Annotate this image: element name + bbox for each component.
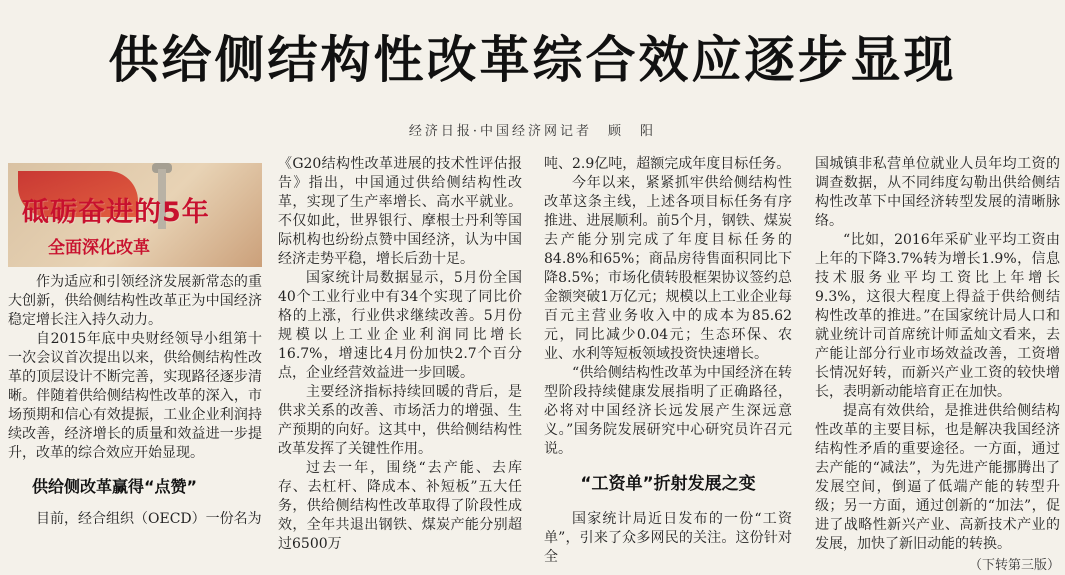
byline: 经济日报·中国经济网记者 顾 阳: [408, 124, 657, 139]
paragraph: 国城镇非私营单位就业人员年均工资的调查数据，从不同纬度勾勒出供给侧结构性改革下中国经济转型发展的清晰脉络。: [815, 156, 1060, 229]
anniversary-logo: [8, 163, 262, 267]
paragraph: “比如，2016年采矿业平均工资由上年的下降3.7%转为增长1.9%，信息技术服务业平均工资比上年增长9.3%，这很大程度上得益于供给侧结构性改革的推进。”在国家统计局人口和就业统计司首席统计师孟灿文看来，去产能让部分行业市场效益改善，工资增长情况好转，而新兴产业工资的较快增长，表明新动能培育正在加快。: [815, 232, 1060, 400]
paragraph: 《G20结构性改革进展的技术性评估报告》指出，中国通过供给侧结构性改革，实现了生产率增长、高水平就业。不仅如此，世界银行、摩根士丹利等国际机构也纷纷点赞中国经济，认为中国经济走势平稳，增长后劲十足。: [278, 156, 522, 267]
paragraph: “供给侧结构性改革为中国经济在转型阶段持续健康发展指明了正确路径，必将对中国经济长远发展产生深远意义。”国务院发展研究中心研究员许召元说。: [544, 365, 792, 457]
paragraph: 目前，经合组织（OECD）一份名为: [36, 511, 262, 527]
paragraph: 主要经济指标持续回暖的背后，是供求关系的改善、市场活力的增强、生产预期的向好。这其中，供给侧结构性改革发挥了关键性作用。: [278, 384, 522, 457]
column-3: [544, 155, 792, 567]
logo-motto: 砥砺奋进的5年: [22, 197, 210, 228]
section-subheading: “工资单”折射发展之变: [580, 474, 756, 494]
paragraph: 吨、2.9亿吨，超额完成年度目标任务。: [544, 156, 791, 172]
paragraph: 自2015年底中央财经领导小组第十一次会议首次提出以来，供给侧结构性改革的顶层设计不断完善，实现路径逐步清晰。伴随着供给侧结构性改革的深入，市场预期和信心有效提振，工业企业利润持续改善，经济增长的质量和效益进一步提升，改革的综合效应开始显现。: [8, 331, 262, 461]
column-1: [8, 155, 262, 529]
paragraph: 作为适应和引领经济发展新常态的重大创新，供给侧结构性改革正为中国经济稳定增长注入持久动力。: [8, 274, 262, 328]
paragraph: 国家统计局近日发布的一份“工资单”，引来了众多网民的关注。这份针对全: [544, 511, 792, 565]
paragraph: 国家统计局数据显示，5月份全国40个工业行业中有34个实现了同比价格的上涨，行业供求继续改善。5月份规模以上工业企业利润同比增长16.7%，增速比4月份加快2.7个百分点，企业经营效益进一步回暖。: [278, 270, 522, 381]
column-2: [278, 155, 522, 554]
continued-note[interactable]: （下转第三版）: [968, 558, 1060, 573]
paragraph: 提高有效供给，是推进供给侧结构性改革的主要目标，也是解决我国经济结构性矛盾的重要途径。一方面，通过去产能的“减法”，为先进产能挪腾出了发展空间，倒逼了低端产能的转型升级；另一方面，通过创新的“加法”，促进了战略性新兴产业、高新技术产业的发展，加快了新旧动能的转换。: [815, 403, 1060, 552]
article-headline: 供给侧结构性改革综合效应逐步显现: [108, 30, 957, 89]
paragraph: 今年以来，紧紧抓牢供给侧结构性改革这条主线，上述各项目标任务有序推进、进展顺利。前5个月，钢铁、煤炭去产能分别完成了年度目标任务的84.8%和65%；商品房待售面积同比下降8.5%；市场化债转股框架协议签约总金额突破1万亿元；规模以上工业企业每百元主营业务收入中的成本为85.62元，同比减少0.04元；生态环保、农业、水利等短板领域投资快速增长。: [544, 175, 792, 362]
paragraph: 过去一年，围绕“去产能、去库存、去杠杆、降成本、补短板”五大任务，供给侧结构性改革取得了阶段性成效，全年共退出钢铁、煤炭产能分别超过6500万: [278, 460, 522, 552]
column-4: [815, 155, 1060, 575]
section-subheading: 供给侧改革赢得“点赞”: [32, 477, 198, 496]
logo-subtitle: 全面深化改革: [48, 238, 150, 258]
